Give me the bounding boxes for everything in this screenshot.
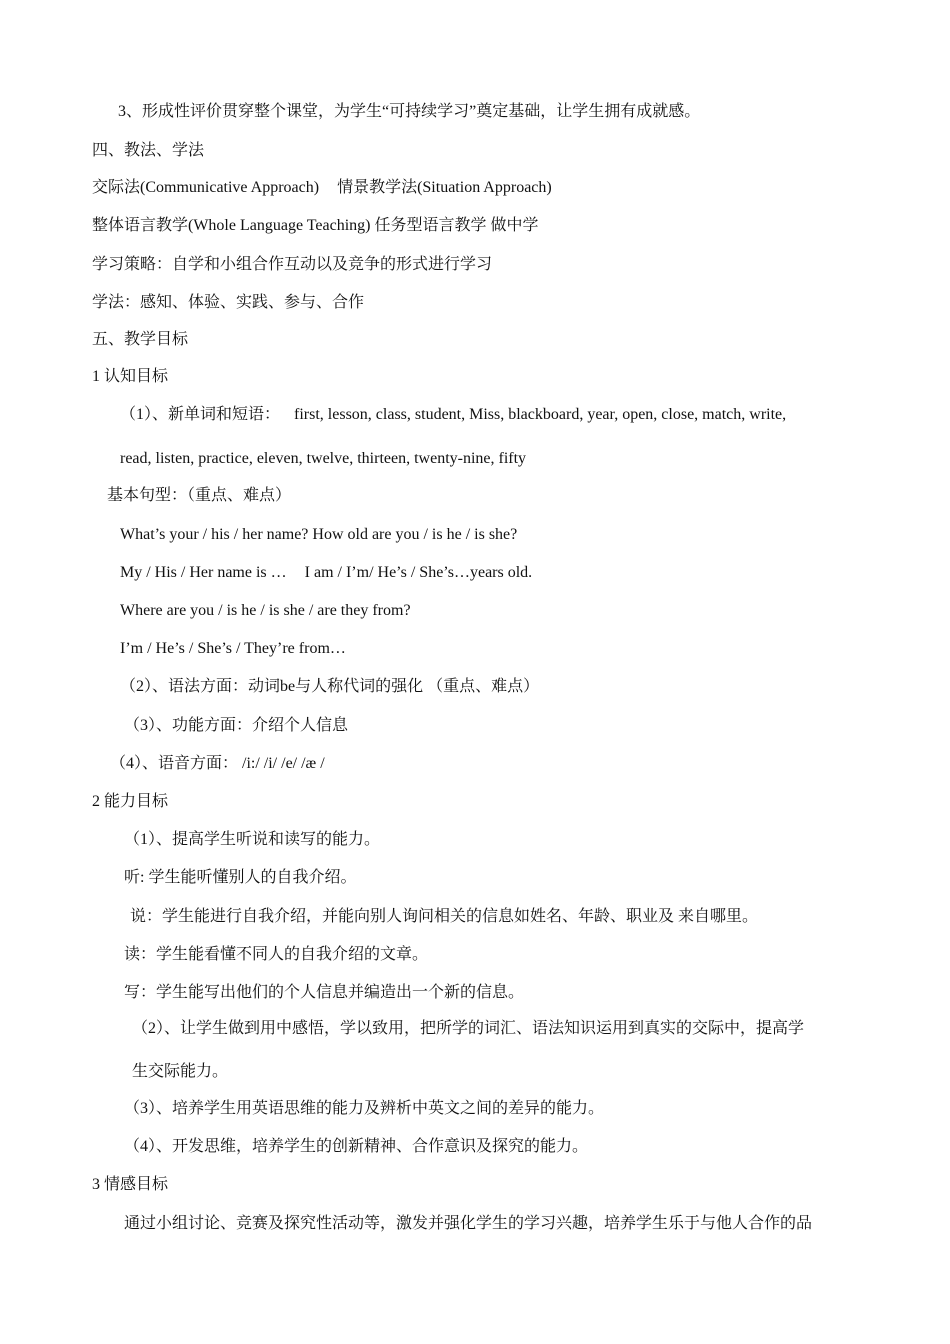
section-heading-goals: 五、教学目标 — [92, 331, 189, 348]
study-method: 学法：感知、体验、实践、参与、合作 — [92, 294, 365, 311]
speaking-goal: 说：学生能进行自我介绍，并能向别人询问相关的信息如姓名、年龄、职业及 来自哪里。 — [130, 908, 759, 925]
listening-goal: 听: 学生能听懂别人的自我介绍。 — [124, 869, 357, 886]
reading-goal: 读：学生能看懂不同人的自我介绍的文章。 — [124, 946, 429, 963]
methods-line-2: 整体语言教学(Whole Language Teaching) 任务型语言教学 做中学 — [92, 217, 539, 234]
emotion-goal-text: 通过小组讨论、竞赛及探究性活动等，激发并强化学生的学习兴趣，培养学生乐于与他人合作的品 — [124, 1215, 813, 1232]
sentence-pattern-1: What’s your / his / her name? How old are you / is he / is she? — [120, 526, 518, 543]
writing-goal: 写：学生能写出他们的个人信息并编造出一个新的信息。 — [124, 984, 525, 1001]
ability-goal-2-line-1: （2）、让学生做到用中感悟，学以致用，把所学的词汇、语法知识运用到真实的交际中，提高学 — [132, 1020, 805, 1037]
sentence-pattern-2a: My / His / Her name is … — [120, 564, 287, 581]
goal-cognitive-heading: 1 认知目标 — [92, 368, 169, 385]
ability-goal-3: （3）、培养学生用英语思维的能力及辨析中英文之间的差异的能力。 — [124, 1100, 605, 1117]
situation-approach: 情景教学法(Situation Approach) — [337, 179, 552, 196]
sentence-patterns-label: 基本句型：（重点、难点） — [107, 487, 292, 504]
sentence-pattern-3: Where are you / is he / is she / are they from? — [120, 602, 411, 619]
communicative-approach: 交际法(Communicative Approach) — [92, 179, 320, 196]
ability-goal-2-line-2: 生交际能力。 — [132, 1063, 229, 1080]
function-goal: （3）、功能方面：介绍个人信息 — [124, 717, 349, 734]
grammar-goal: （2）、语法方面：动词be与人称代词的强化 （重点、难点） — [120, 678, 540, 695]
methods-line-1 — [92, 177, 552, 199]
vocab-words-2: read, listen, practice, eleven, twelve, thirteen, twenty-nine, fifty — [120, 450, 527, 467]
vocab-words-1: first, lesson, class, student, Miss, blackboard, year, open, close, match, write, — [294, 406, 787, 423]
sentence-pattern-2b: I am / I’m/ He’s / She’s…years old. — [304, 564, 533, 581]
goal-ability-heading: 2 能力目标 — [92, 793, 169, 810]
vocab-line-1 — [120, 404, 786, 426]
phonetics-goal: （4）、语音方面： /i:/ /i/ /e/ /æ / — [110, 755, 325, 772]
sentence-pattern-2 — [120, 562, 532, 584]
learning-strategy: 学习策略：自学和小组合作互动以及竞争的形式进行学习 — [92, 256, 493, 273]
ability-goal-4: （4）、开发思维，培养学生的创新精神、合作意识及探究的能力。 — [124, 1138, 589, 1155]
goal-emotion-heading: 3 情感目标 — [92, 1176, 169, 1193]
ability-goal-1: （1）、提高学生听说和读写的能力。 — [124, 831, 381, 848]
sentence-pattern-4: I’m / He’s / She’s / They’re from… — [120, 640, 346, 657]
vocab-label: （1）、新单词和短语： — [120, 406, 281, 423]
assessment-paragraph: 3、形成性评价贯穿整个课堂，为学生“可持续学习”奠定基础，让学生拥有成就感。 — [118, 103, 701, 120]
section-heading-methods: 四、教法、学法 — [92, 142, 205, 159]
